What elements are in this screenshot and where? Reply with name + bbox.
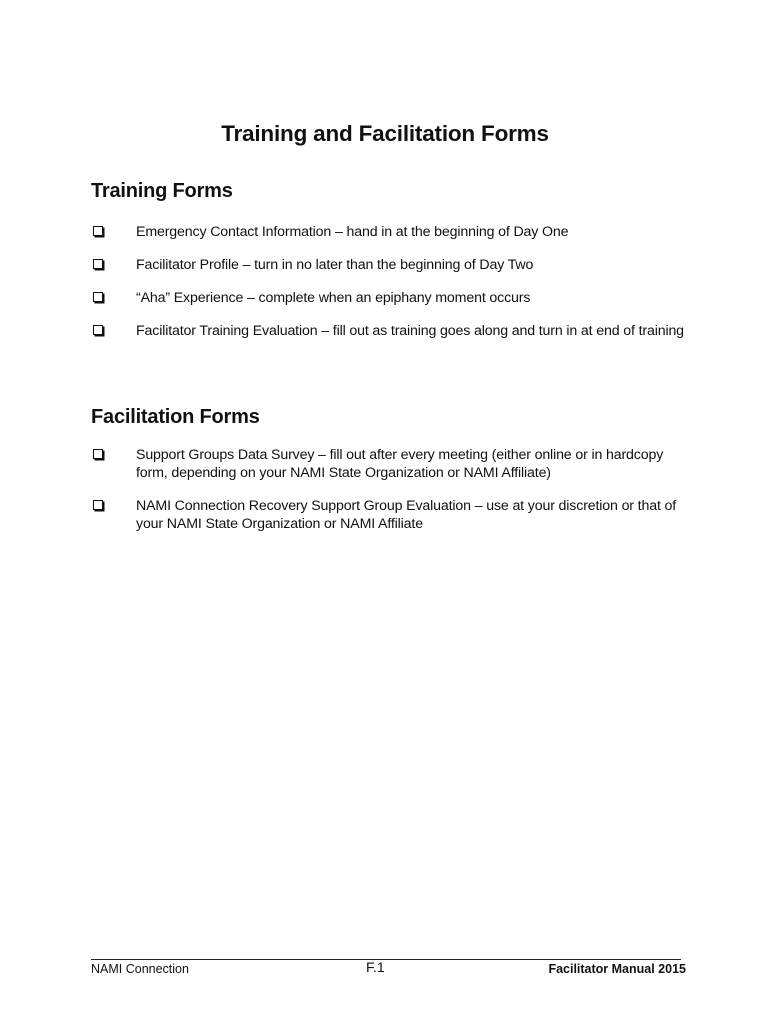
checkbox-icon [93,500,103,510]
list-item [91,497,691,533]
list-item [91,223,691,241]
checkbox-icon [93,449,103,459]
checkbox-icon [93,292,103,302]
footer-divider [91,959,681,960]
section-heading-facilitation-forms: Facilitation Forms [91,406,260,428]
section-heading-training-forms: Training Forms [91,180,233,202]
page-title: Training and Facilitation Forms [221,121,549,146]
list-item-text: NAMI Connection Recovery Support Group Evaluation – use at your discretion or that of your NAMI State Organization or NAMI Affiliate [136,498,677,532]
checkbox-icon [93,259,103,269]
list-item-text: “Aha” Experience – complete when an epiphany moment occurs [136,290,531,306]
list-item [91,446,691,482]
footer-organization: NAMI Connection [91,962,189,976]
list-item [91,322,691,340]
training-forms-list [91,223,691,340]
checkbox-icon [93,325,103,335]
list-item-text: Facilitator Profile – turn in no later than the beginning of Day Two [136,257,534,273]
list-item-text: Support Groups Data Survey – fill out after every meeting (either online or in hardcopy form, depending on your NAMI State Organization or NAMI Affiliate) [136,447,664,481]
list-item-text: Emergency Contact Information – hand in at the beginning of Day One [136,224,569,240]
footer-page-number: F.1 [366,959,385,975]
facilitation-forms-list [91,446,691,533]
list-item [91,256,691,274]
list-item-text: Facilitator Training Evaluation – fill out as training goes along and turn in at end of training [136,323,684,339]
checkbox-icon [93,226,103,236]
list-item [91,289,691,307]
footer-manual-title: Facilitator Manual 2015 [548,962,686,976]
